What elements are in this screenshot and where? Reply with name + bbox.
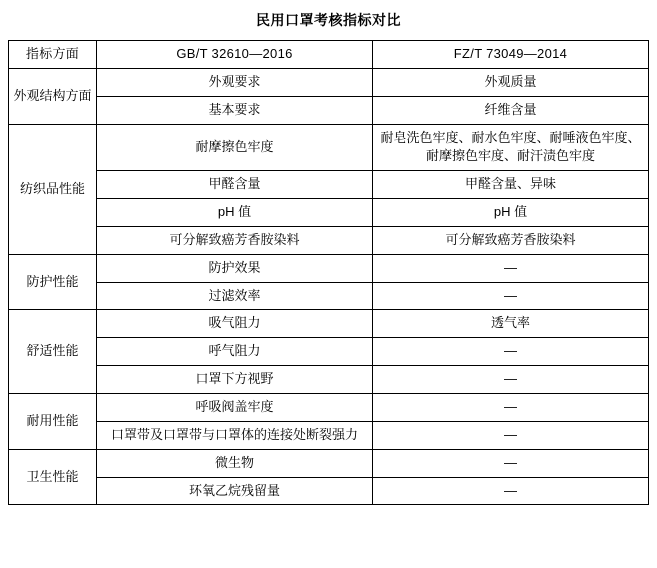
- cell-fz: —: [373, 282, 649, 310]
- table-row: [9, 199, 649, 227]
- cell-gb: 可分解致癌芳香胺染料: [97, 226, 373, 254]
- table-row: [9, 282, 649, 310]
- cell-fz: pH 值: [373, 199, 649, 227]
- table-row: [9, 393, 649, 421]
- cell-fz: —: [373, 449, 649, 477]
- table-row: [9, 477, 649, 505]
- aspect-cell: 舒适性能: [9, 310, 97, 394]
- cell-gb: 呼气阻力: [97, 338, 373, 366]
- cell-fz: —: [373, 254, 649, 282]
- page-title: 民用口罩考核指标对比: [256, 12, 401, 28]
- table-row: [9, 171, 649, 199]
- aspect-cell: 耐用性能: [9, 393, 97, 449]
- cell-gb: 防护效果: [97, 254, 373, 282]
- table-row: [9, 124, 649, 171]
- cell-fz: 可分解致癌芳香胺染料: [373, 226, 649, 254]
- cell-gb: 耐摩擦色牢度: [97, 124, 373, 171]
- table-row: [9, 226, 649, 254]
- cell-fz: —: [373, 366, 649, 394]
- table-row: [9, 254, 649, 282]
- table-row: [9, 366, 649, 394]
- cell-fz: —: [373, 393, 649, 421]
- cell-fz: —: [373, 477, 649, 505]
- table-row: [9, 68, 649, 96]
- aspect-cell: 卫生性能: [9, 449, 97, 505]
- column-header-fz: FZ/T 73049—2014: [373, 41, 649, 69]
- cell-fz: —: [373, 421, 649, 449]
- column-header-gb: GB/T 32610—2016: [97, 41, 373, 69]
- cell-gb: 甲醛含量: [97, 171, 373, 199]
- table-row: [9, 96, 649, 124]
- table-row: [9, 421, 649, 449]
- cell-fz: 透气率: [373, 310, 649, 338]
- cell-gb: 口罩下方视野: [97, 366, 373, 394]
- table-header-row: [9, 41, 649, 69]
- cell-fz: 甲醛含量、异味: [373, 171, 649, 199]
- aspect-cell: 防护性能: [9, 254, 97, 310]
- cell-gb: 吸气阻力: [97, 310, 373, 338]
- cell-gb: 口罩带及口罩带与口罩体的连接处断裂强力: [97, 421, 373, 449]
- cell-gb: 呼吸阀盖牢度: [97, 393, 373, 421]
- cell-gb: 环氧乙烷残留量: [97, 477, 373, 505]
- cell-gb: 微生物: [97, 449, 373, 477]
- table-row: [9, 338, 649, 366]
- table-row: [9, 449, 649, 477]
- cell-fz: 耐皂洗色牢度、耐水色牢度、耐唾液色牢度、耐摩擦色牢度、耐汗渍色牢度: [373, 124, 649, 171]
- aspect-cell: 外观结构方面: [9, 68, 97, 124]
- cell-gb: 外观要求: [97, 68, 373, 96]
- cell-gb: pH 值: [97, 199, 373, 227]
- comparison-table: [8, 40, 649, 505]
- cell-fz: —: [373, 338, 649, 366]
- cell-gb: 基本要求: [97, 96, 373, 124]
- column-header-aspect: 指标方面: [9, 41, 97, 69]
- table-row: [9, 310, 649, 338]
- cell-gb: 过滤效率: [97, 282, 373, 310]
- cell-fz: 外观质量: [373, 68, 649, 96]
- cell-fz: 纤维含量: [373, 96, 649, 124]
- aspect-cell: 纺织品性能: [9, 124, 97, 254]
